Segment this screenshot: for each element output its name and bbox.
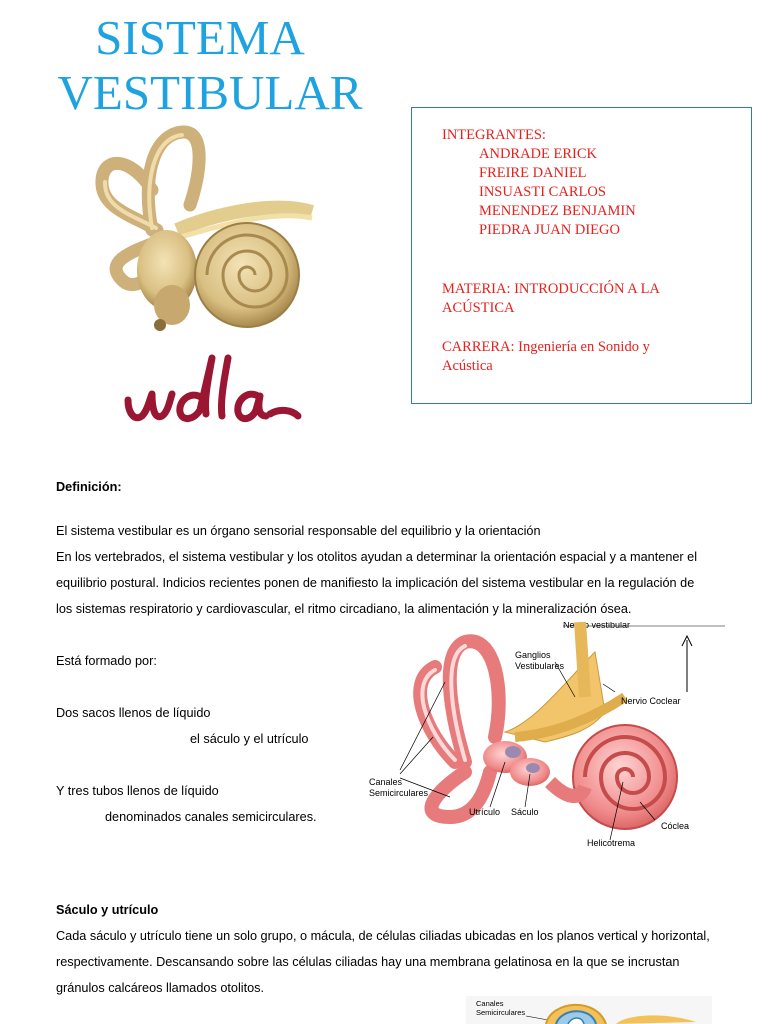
definicion-line-3: equilibrio postural. Indicios recientes ponen de manifiesto la implicación del sistema vestibular en la regulación de [56, 576, 695, 590]
formado-label: Está formado por: [56, 654, 157, 668]
definicion-line-4: los sistemas respiratorio y cardiovascular, el ritmo circadiano, la alimentación y la mineralización ósea. [56, 602, 632, 616]
fig-label-canales-2: Semicirculares [369, 788, 429, 798]
fig-label-nervio-vestibular: Nervio vestibular [563, 622, 631, 630]
formado-item-2: Y tres tubos llenos de líquido [56, 784, 219, 798]
saculo-heading: Sáculo y utrículo [56, 903, 159, 917]
fig-label-utriculo: Utrículo [469, 807, 501, 817]
integrantes-label: INTEGRANTES: [442, 127, 546, 143]
fig-label-nervio-coclear: Nervio Coclear [621, 696, 681, 706]
definicion-line-2: En los vertebrados, el sistema vestibular y los otolitos ayudan a determinar la orientación espacial y a mantener el [56, 550, 698, 564]
bottom-fig-label-canales-1: Canales [476, 999, 504, 1008]
definicion-heading: Definición: [56, 480, 122, 494]
saculo-line-3: gránulos calcáreos llamados otolitos. [56, 981, 265, 995]
formado-item-1-detail: el sáculo y el utrículo [190, 732, 309, 746]
carrera-line-2: Acústica [442, 358, 493, 374]
member-2: FREIRE DANIEL [479, 165, 587, 181]
member-1: ANDRADE ERICK [479, 146, 598, 162]
formado-item-2-detail: denominados canales semicirculares. [105, 810, 317, 824]
materia-line-1: MATERIA: INTRODUCCIÓN A LA [442, 281, 660, 297]
materia-line-2: ACÚSTICA [442, 300, 515, 316]
inner-ear-illustration [82, 120, 322, 345]
fig-label-helicotrema: Helicotrema [587, 838, 636, 848]
carrera-line-1: CARRERA: Ingeniería en Sonido y [442, 339, 650, 355]
fig-label-coclea: Cóclea [661, 821, 690, 831]
saculo-line-2: respectivamente. Descansando sobre las células ciliadas hay una membrana gelatinosa en la que se incrustan [56, 955, 680, 969]
saculo-line-1: Cada sáculo y utrículo tiene un solo grupo, o mácula, de células ciliadas ubicadas en los planos vertical y horizontal, [56, 929, 710, 943]
fig-label-ganglios-2: Vestibulares [515, 661, 565, 671]
fig-label-canales-1: Canales [369, 777, 403, 787]
fig-label-saculo: Sáculo [511, 807, 539, 817]
formado-item-1: Dos sacos llenos de líquido [56, 706, 211, 720]
member-5: PIEDRA JUAN DIEGO [479, 222, 620, 238]
bottom-figure [466, 996, 712, 1024]
title-line-1: SISTEMA [95, 10, 305, 65]
definicion-line-1: El sistema vestibular es un órgano sensorial responsable del equilibrio y la orientación [56, 524, 541, 538]
fig-label-ganglios-1: Ganglios [515, 650, 551, 660]
title-line-2: VESTIBULAR [57, 65, 363, 120]
vestibular-anatomy-figure [355, 622, 733, 862]
udla-logo [120, 350, 302, 430]
member-4: MENENDEZ BENJAMIN [479, 203, 636, 219]
bottom-fig-label-canales-2: Semicirculares [476, 1008, 526, 1017]
integrantes-box [411, 107, 752, 404]
member-3: INSUASTI CARLOS [479, 184, 606, 200]
